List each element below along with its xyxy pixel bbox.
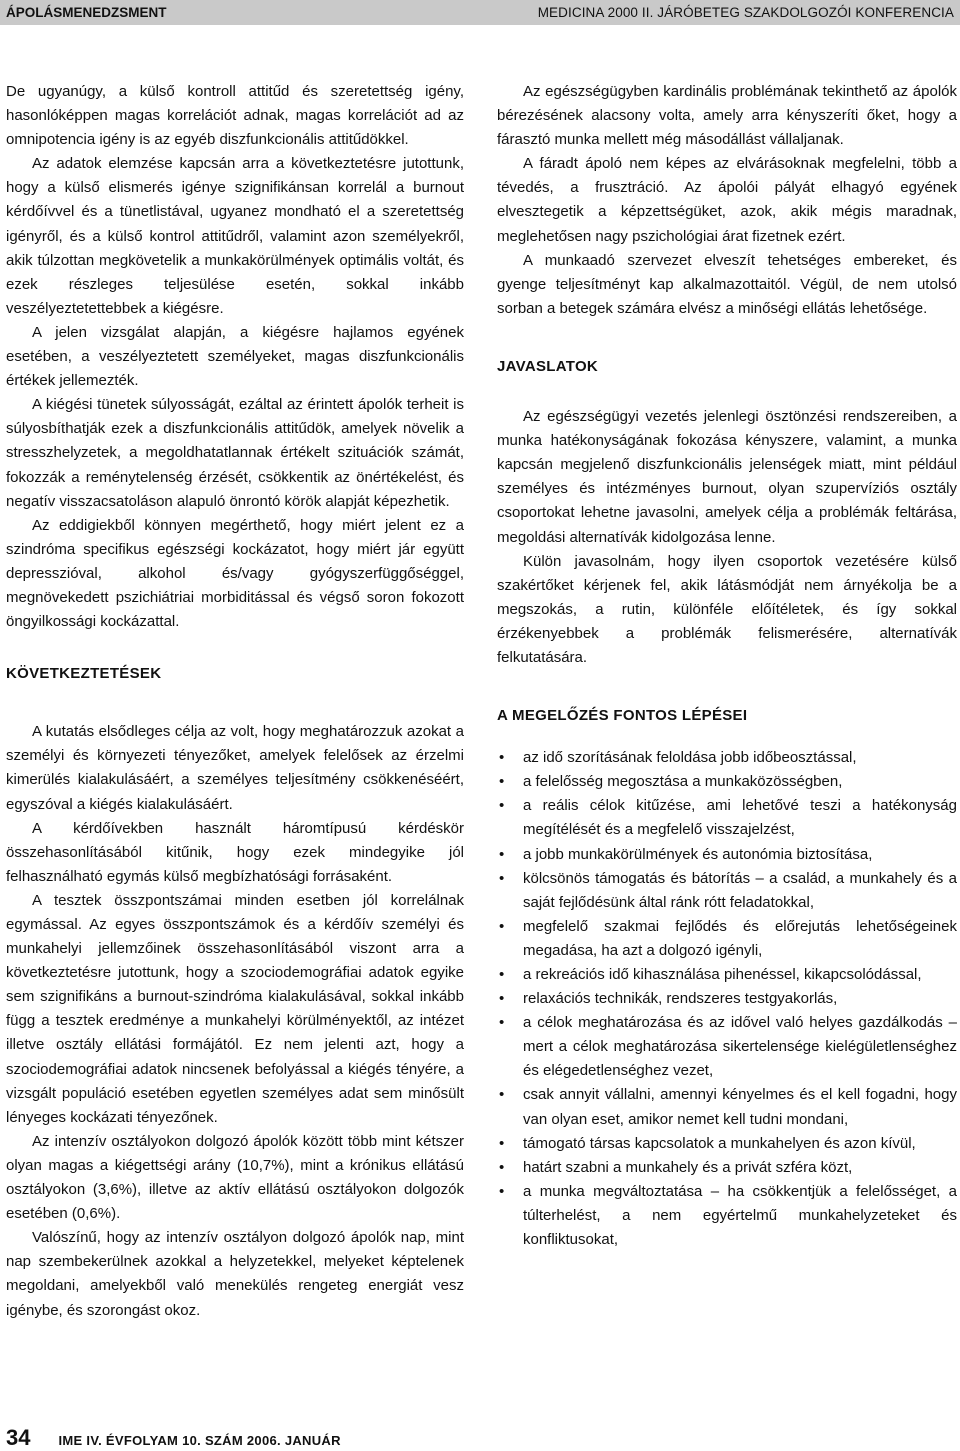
list-item: • a munka megváltoztatása – ha csökkentjük a felelősséget, a túlterhelést, a nem egyértelmű munkahelyzeteket és konfliktusokat, (497, 1180, 957, 1252)
list-item: • határt szabni a munkahely és a privát szféra közt, (497, 1156, 957, 1180)
list-item: • támogató társas kapcsolatok a munkahelyen és azon kívül, (497, 1132, 957, 1156)
paragraph: A kérdőívekben használt háromtípusú kérdéskör összehasonlításából kitűnik, hogy ezek mindegyike jól felhasználható egymás külső megbízhatósági forrásaként. (6, 819, 464, 885)
paragraph: A kiégési tünetek súlyosságát, ezáltal az érintett ápolók terheit is súlyosbíthatják ezek a diszfunkcionális attitűdök, amelyek növelik a stresszhelyzetek, a megoldhatatlannak értékelt szituációk számát, fokozzák a reménytelenség érzését, csökkentik az önértékelést, és negatív visszacsatoláson alapuló önrontó körök alapját képezhetik. (6, 396, 464, 510)
paragraph: A kutatás elsődleges célja az volt, hogy meghatározzuk azokat a személyi és környezeti tényezőket, amelyek felelősek az érzelmi kimerülés kialakulásáért, a személyes teljesítmény csökkenéséért, egyszóval a kiégés kialakulásáért. (6, 723, 464, 813)
right-column (497, 80, 957, 1252)
left-column (6, 80, 464, 1323)
page-number: 34 (6, 1425, 31, 1450)
paragraph: A jelen vizsgálat alapján, a kiégésre hajlamos egyének esetében, a veszélyeztetett személyeket, magas diszfunkcionális értékek jellemezték. (6, 323, 464, 390)
list-item: • megfelelő szakmai fejlődés és előrejutás lehetőségeinek megadása, ha azt a dolgozó igényli, (497, 915, 957, 963)
running-header (0, 0, 960, 25)
paragraph: Az egészségügyben kardinális problémának tekinthető az ápolók bérezésének alacsony volta, amely arra kényszeríti őket, hogy a fárasztó munka mellett még másodállást vállaljanak. (497, 83, 957, 149)
list-item: • a reális célok kitűzése, ami lehetővé teszi a hatékonyság megítélését és a megfelelő visszajelzést, (497, 794, 957, 842)
paragraph: A munkaadó szervezet elveszít tehetséges embereket, és gyenge teljesítményt kap alkalmazottaitól. Végül, de nem utolsó sorban a betegek számára elvész a minőségi ellátás lehetősége. (497, 251, 957, 317)
header-conference-title: MEDICINA 2000 II. JÁRÓBETEG SZAKDOLGOZÓI KONFERENCIA (537, 5, 954, 20)
journal-issue: IME IV. ÉVFOLYAM 10. SZÁM 2006. JANUÁR (58, 1433, 341, 1448)
prevention-steps-list (497, 746, 957, 1252)
section-heading-kovetkeztetesek: KÖVETKEZTETÉSEK (6, 665, 162, 683)
paragraph: Az egészségügyi vezetés jelenlegi ösztönzési rendszereiben, a munka hatékonyságának fokozása kényszere, valamint, a munka kapcsán megjelenő diszfunkcionális jelenségek miatt, mint például személyes és intézményes burnout, olyan szupervíziós osztály csoportokat lehetne javasolni, amelyek célja a problémák feltárása, megoldási alternatívák kidolgozása lenne. (497, 408, 957, 546)
list-item: • az idő szorításának feloldása jobb időbeosztással, (497, 746, 957, 770)
list-item: • csak annyit vállalni, amennyi kényelmes és el kell fogadni, hogy van olyan eset, amikor nemet kell tudni mondani, (497, 1083, 957, 1131)
section-heading-megelozes: A MEGELŐZÉS FONTOS LÉPÉSEI (497, 707, 748, 725)
list-item: • a felelősség megosztása a munkaközösségben, (497, 770, 957, 794)
list-item: • relaxációs technikák, rendszeres testgyakorlás, (497, 987, 957, 1011)
list-item: • kölcsönös támogatás és bátorítás – a család, a munkahely és a saját fejlődésünk által ránk rótt feladatokkal, (497, 867, 957, 915)
list-item: • a rekreációs idő kihasználása pihenéssel, kikapcsolódással, (497, 963, 957, 987)
list-item: • a jobb munkakörülmények és autonómia biztosítása, (497, 843, 957, 867)
paragraph: De ugyanúgy, a külső kontroll attitűd és szeretettség igény, hasonlóképpen magas korrelációt adnak, magas korrelációt ad az omnipotencia igény is az egyéb diszfunkcionális attitűdökkel. (6, 83, 464, 149)
section-heading-javaslatok: JAVASLATOK (497, 357, 599, 375)
paragraph: Az eddigiekből könnyen megérthető, hogy miért jelent ez a szindróma specifikus egészségi kockázatot, hogy miért jár együtt depresszióval, alkohol és/vagy gyógyszerfüggőséggel, megnövekedett pszichiátriai morbiditással és végső soron fokozott öngyilkossági kockázattal. (6, 516, 464, 631)
paragraph: A fáradt ápoló nem képes az elvárásoknak megfelelni, több a tévedés, a frusztráció. Az ápolói pályát elhagyó egyének elvesztegetik a képzettségüket, azok, akik mégis maradnak, meglehetősen nagy pszichológiai árat fizetnek ezért. (497, 155, 957, 245)
list-item: • a célok meghatározása és az idővel való helyes gazdálkodás – mert a célok meghatározása sikertelensége kielégületlenséghez és elégedetlenséghez vezet, (497, 1011, 957, 1083)
paragraph: Az adatok elemzése kapcsán arra a következtetésre jutottunk, hogy a külső elismerés igénye szignifikánsan korrelál a burnout kérdőívvel és a tünetlistával, ugyanez mondható el a szeretettség igényről, és a külső kontrol attitűdről, valamint azon személyekről, akik túlzottan megkövetelik a munkakörülmények optimális voltát, és ezek részleges teljesülése esetén, sokkal inkább veszélyeztetettebbek a kiégésre. (6, 155, 464, 317)
header-section-title: ÁPOLÁSMENEDZSMENT (6, 5, 167, 20)
paragraph: Valószínű, hogy az intenzív osztályon dolgozó ápolók nap, mint nap szembekerülnek azokkal a helyzetekkel, melyeket képtelenek megoldani, amelyekből való menekülés rengeteg energiát vesz igénybe, és szorongást okoz. (6, 1229, 464, 1319)
paragraph: A tesztek összpontszámai minden esetben jól korrelálnak egymással. Az egyes összpontszámok és a kérdőív személyi és munkahelyi jellemzőinek összehasonlításából viszont arra a következtetésre jutottunk, hogy a szociodemográfiai adatok egyike sem szignifikáns a burnout-szindróma kialakulásával, sokkal inkább függ a tesztek eredménye a munkahelyi körülményektől, az intézet illetve osztály ellátási formájától. Ez nem jelenti azt, hogy a szociodemográfiai adatok nincsenek befolyással a kiégés tényére, a vizsgált populáció esetében egyetlen személyes adat sem minősült lényeges kockázati tényezőnek. (6, 891, 464, 1126)
page-footer (6, 1425, 341, 1451)
paragraph: Külön javasolnám, hogy ilyen csoportok vezetésére külső szakértőket kérjenek fel, akik látásmódját nem árnyékolja be a megszokás, a rutin, különféle előítéletek, és így sokkal érzékenyebbek a problémák felismerésére, alternatívák felkutatására. (497, 552, 957, 666)
paragraph: Az intenzív osztályokon dolgozó ápolók között több mint kétszer olyan magas a kiégettségi arány (10,7%), mint a krónikus ellátású osztályokon (3,6%), illetve az aktív ellátású osztályokon dolgozók esetében (0,6%). (6, 1132, 464, 1223)
